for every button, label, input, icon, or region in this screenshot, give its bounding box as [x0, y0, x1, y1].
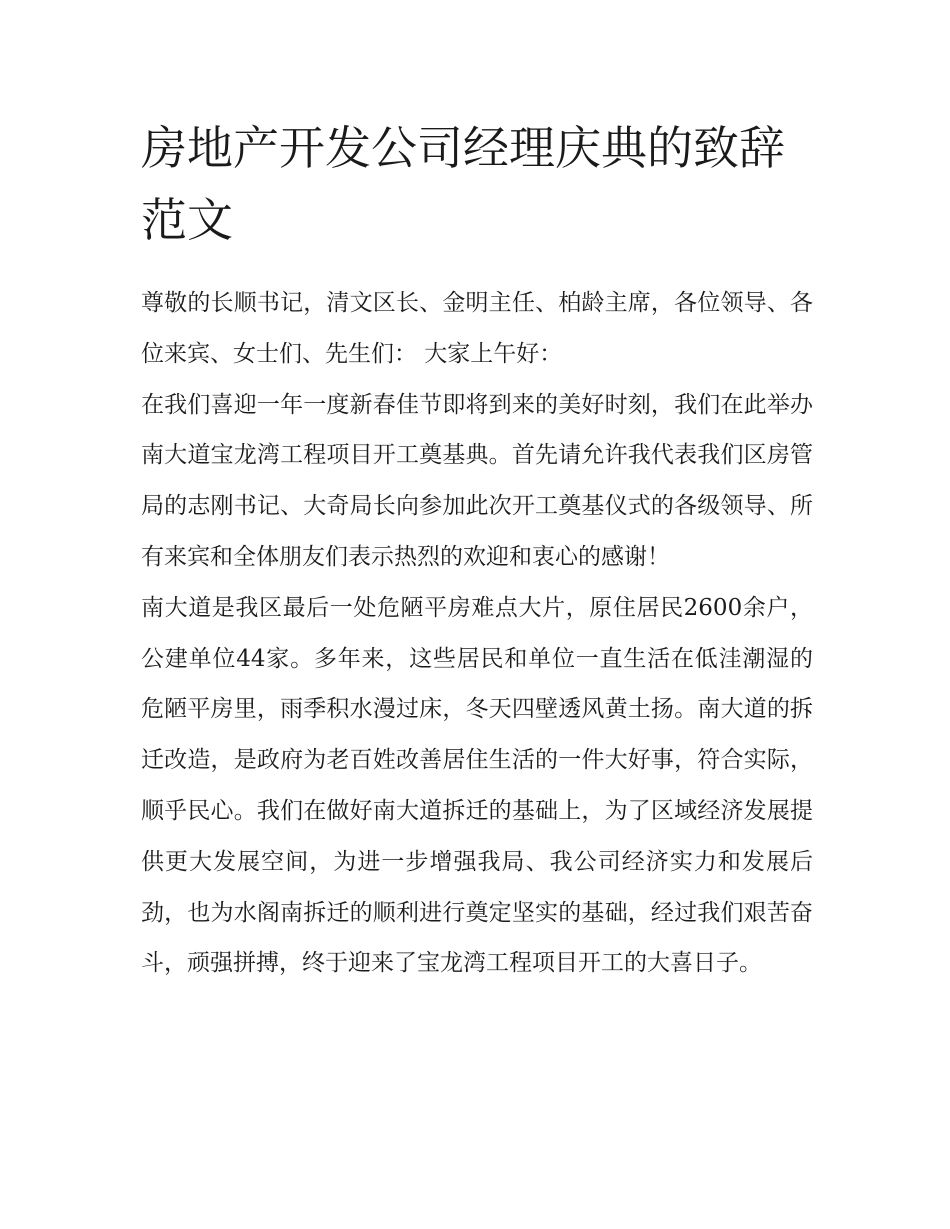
paragraph-background: 南大道是我区最后一处危陋平房难点大片，原住居民2600余户，公建单位44家。多年来，这些居民和单位一直生活在低洼潮湿的危陋平房里，雨季积水漫过床，冬天四壁透风黄土扬。南大道的拆迁改造，是政府为老百姓改善居住生活的一件大好事，符合实际，顺乎民心。我们在做好南大道拆迁的基础上，为了区域经济发展提供更大发展空间，为进一步增强我局、我公司经济实力和发展后劲，也为水阁南拆迁的顺利进行奠定坚实的基础，经过我们艰苦奋斗，顽强拼搏，终于迎来了宝龙湾工程项目开工的大喜日子。 — [141, 594, 813, 977]
document-title: 房地产开发公司经理庆典的致辞范文 — [141, 121, 785, 247]
document-page — [141, 112, 813, 989]
paragraph-welcome: 在我们喜迎一年一度新春佳节即将到来的美好时刻，我们在此举办南大道宝龙湾工程项目开工奠基典。首先请允许我代表我们区房管局的志刚书记、大奇局长向参加此次开工奠基仪式的各级领导、所有来宾和全体朋友们表示热烈的欢迎和衷心的感谢！ — [141, 391, 813, 570]
paragraph-greeting: 尊敬的长顺书记，清文区长、金明主任、柏龄主席，各位领导、各位来宾、女士们、先生们： 大家上午好： — [141, 290, 813, 367]
